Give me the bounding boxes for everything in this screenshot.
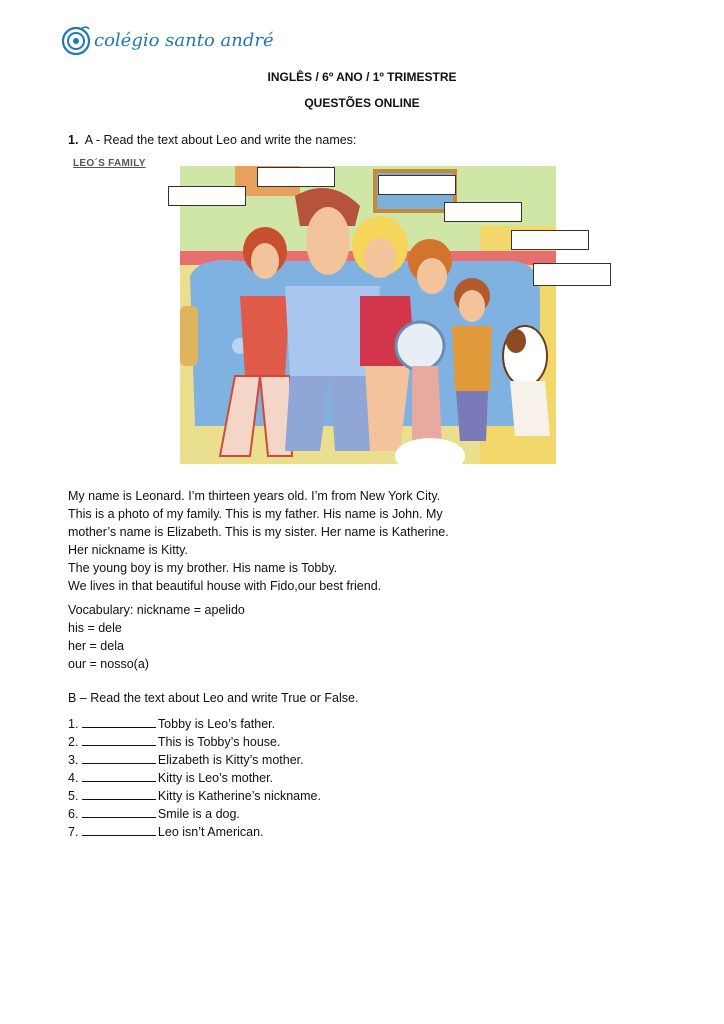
reading-line-6: We lives in that beautiful house with Fido,our best friend. — [68, 579, 382, 593]
tf-answer-blank[interactable] — [82, 769, 156, 782]
tf-item-text: Kitty is Katherine’s nickname. — [157, 789, 321, 803]
tf-item-1 — [68, 715, 275, 733]
reading-line-2: This is a photo of my family. This is my father. His name is John. My — [68, 507, 443, 521]
tf-answer-blank[interactable] — [82, 805, 156, 818]
school-name: colégio santo andré — [94, 29, 274, 51]
tf-item-number: 6. — [68, 807, 79, 821]
name-box-1[interactable] — [168, 186, 246, 206]
tf-item-6 — [68, 805, 240, 823]
tf-item-3 — [68, 751, 304, 769]
tf-item-text: Tobby is Leo’s father. — [157, 717, 276, 731]
page-title: INGLÊS / 6º ANO / 1º TRIMESTRE — [267, 70, 457, 84]
page-subtitle: QUESTÕES ONLINE — [304, 96, 420, 110]
name-box-5[interactable] — [511, 230, 589, 250]
image-caption: LEO´S FAMILY — [73, 158, 146, 169]
exercise-b-instruction: B – Read the text about Leo and write True or False. — [68, 691, 359, 705]
tf-item-number: 3. — [68, 753, 79, 767]
tf-answer-blank[interactable] — [82, 787, 156, 800]
reading-line-4: Her nickname is Kitty. — [68, 543, 188, 557]
tf-item-number: 7. — [68, 825, 79, 839]
name-box-6[interactable] — [533, 263, 611, 286]
reading-line-3: mother’s name is Elizabeth. This is my sister. Her name is Katherine. — [68, 525, 449, 539]
tf-item-4 — [68, 769, 273, 787]
name-box-4[interactable] — [444, 202, 522, 222]
tf-item-7 — [68, 823, 264, 841]
tf-item-number: 5. — [68, 789, 79, 803]
tf-item-5 — [68, 787, 321, 805]
reading-line-1: My name is Leonard. I’m thirteen years old. I’m from New York City. — [68, 489, 441, 503]
tf-item-text: Elizabeth is Kitty’s mother. — [157, 753, 304, 767]
tf-item-number: 4. — [68, 771, 79, 785]
tf-item-text: This is Tobby’s house. — [157, 735, 281, 749]
name-box-3[interactable] — [378, 175, 456, 195]
tf-answer-blank[interactable] — [82, 751, 156, 764]
tf-item-text: Leo isn’t American. — [157, 825, 264, 839]
tf-item-text: Smile is a dog. — [157, 807, 240, 821]
tf-answer-blank[interactable] — [82, 733, 156, 746]
exercise-1-heading — [68, 131, 356, 149]
tf-answer-blank[interactable] — [82, 823, 156, 836]
vocabulary-line-3: her = dela — [68, 639, 124, 653]
tf-item-2 — [68, 733, 280, 751]
vocabulary-line-2: his = dele — [68, 621, 122, 635]
reading-line-5: The young boy is my brother. His name is Tobby. — [68, 561, 338, 575]
vocabulary-line-4: our = nosso(a) — [68, 657, 149, 671]
vocabulary-line-1: Vocabulary: nickname = apelido — [68, 603, 245, 617]
tf-item-text: Kitty is Leo’s mother. — [157, 771, 274, 785]
logo-swirl-icon — [60, 24, 92, 56]
exercise-1-number: 1. — [68, 133, 79, 147]
school-logo — [60, 24, 274, 56]
exercise-1-instruction: A - Read the text about Leo and write the names: — [84, 133, 357, 147]
tf-answer-blank[interactable] — [82, 715, 156, 728]
name-box-2[interactable] — [257, 167, 335, 187]
tf-item-number: 1. — [68, 717, 79, 731]
tf-item-number: 2. — [68, 735, 79, 749]
